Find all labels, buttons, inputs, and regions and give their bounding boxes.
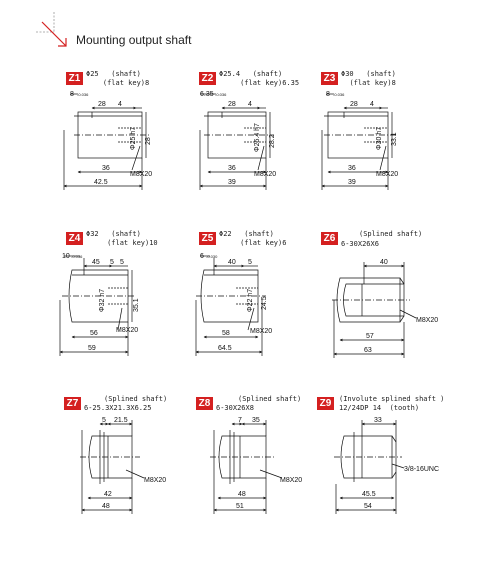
z2-len1: 36 bbox=[228, 165, 236, 172]
z5-dia2: 24.5 bbox=[261, 296, 268, 310]
z4-top1: 45 bbox=[92, 259, 100, 266]
z3-top2: 4 bbox=[370, 101, 374, 108]
panel-spec: (Splined shaft) bbox=[238, 395, 302, 403]
shaft-z8-drawing bbox=[210, 420, 282, 514]
panel-spec-2: 6-30X26X6 bbox=[341, 240, 379, 248]
z7-top2: 21.5 bbox=[114, 417, 128, 424]
z6-thread: M8X20 bbox=[416, 317, 439, 324]
panel-spec: Φ25 (shaft) (flat key)8 bbox=[86, 70, 150, 87]
z2-top2: 4 bbox=[248, 101, 252, 108]
z2-dia2: 28.2 bbox=[269, 134, 276, 148]
z5-len2: 64.5 bbox=[218, 345, 232, 352]
z3-thread: M8X20 bbox=[376, 171, 399, 178]
z5-len1: 58 bbox=[222, 330, 230, 337]
panel-badge: Z5 bbox=[199, 232, 216, 245]
z2-thread: M8X20 bbox=[254, 171, 277, 178]
z4-thread: M8X20 bbox=[116, 327, 139, 334]
shaft-z7-drawing bbox=[80, 420, 144, 514]
panel-badge: Z7 bbox=[64, 397, 81, 410]
z4-key-tol: -0.036 bbox=[71, 254, 83, 259]
z2-dia: Φ25.4 h7 bbox=[254, 123, 261, 152]
z3-key-tol: -0.036 bbox=[333, 92, 345, 97]
panel-spec: (Splined shaft) bbox=[359, 230, 423, 238]
z5-dia: Φ22 h7 bbox=[247, 288, 254, 312]
z8-len2: 51 bbox=[236, 503, 244, 510]
panel-spec: Φ22 (shaft) (flat key)6 bbox=[219, 230, 287, 247]
z6-len2: 63 bbox=[364, 347, 372, 354]
z1-dia: Φ25 h7 bbox=[130, 126, 137, 150]
panel-spec-2: 6-25.3X21.3X6.25 bbox=[84, 404, 152, 412]
z7-top1: 5 bbox=[102, 417, 106, 424]
z4-top3: 5 bbox=[120, 259, 124, 266]
z7-len1: 42 bbox=[104, 491, 112, 498]
panel-badge: Z6 bbox=[321, 232, 338, 245]
panel-badge: Z8 bbox=[196, 397, 213, 410]
z4-len1: 56 bbox=[90, 330, 98, 337]
shaft-z5-drawing bbox=[196, 256, 266, 356]
z1-thread: M8X20 bbox=[130, 171, 153, 178]
panel-spec: Φ32 (shaft) (flat key)10 bbox=[86, 230, 158, 247]
z5-key-label: 6 bbox=[200, 253, 204, 260]
z9-thread: 3/8-16UNC bbox=[404, 466, 440, 473]
z1-key-label: 8 bbox=[70, 91, 74, 98]
panel-spec: Φ25.4 (shaft) (flat key)6.35 bbox=[219, 70, 300, 87]
z1-key-tol: -0.036 bbox=[77, 92, 89, 97]
panel-badge: Z9 bbox=[317, 397, 334, 410]
z9-top1: 33 bbox=[374, 417, 382, 424]
z3-len1: 36 bbox=[348, 165, 356, 172]
panel-badge: Z2 bbox=[199, 72, 216, 85]
panel-badge: Z4 bbox=[66, 232, 83, 245]
z4-key-label: 10 bbox=[62, 253, 70, 260]
z2-top1: 28 bbox=[228, 101, 236, 108]
z4-dia: Φ32 h7 bbox=[99, 288, 106, 312]
z3-key-label: 8 bbox=[326, 91, 330, 98]
z8-len1: 48 bbox=[238, 491, 246, 498]
panel-badge: Z1 bbox=[66, 72, 83, 85]
z7-len2: 48 bbox=[102, 503, 110, 510]
z6-len1: 57 bbox=[366, 333, 374, 340]
z5-thread: M8X20 bbox=[250, 328, 273, 335]
shaft-z9-drawing bbox=[334, 420, 404, 514]
z1-len1: 36 bbox=[102, 165, 110, 172]
z5-key-tol: -0.030 bbox=[206, 254, 218, 259]
z1-top1: 28 bbox=[98, 101, 106, 108]
z9-len2: 54 bbox=[364, 503, 372, 510]
panel-spec: (Splined shaft) bbox=[104, 395, 168, 403]
z4-dia2: 35.1 bbox=[133, 298, 140, 312]
panel-spec: Φ30 (shaft) (flat key)8 bbox=[341, 70, 396, 87]
z4-top2: 5 bbox=[110, 259, 114, 266]
z5-top2: 5 bbox=[248, 259, 252, 266]
panel-spec-2: 12/24DP 14 (tooth) bbox=[339, 404, 420, 412]
z3-dia2: 33.1 bbox=[391, 132, 398, 146]
z3-len2: 39 bbox=[348, 179, 356, 186]
z8-top1: 7 bbox=[238, 417, 242, 424]
z2-len2: 39 bbox=[228, 179, 236, 186]
z8-thread: M8X20 bbox=[280, 477, 303, 484]
z2-key-tol: -0.036 bbox=[215, 92, 227, 97]
z1-dia2: 28 bbox=[145, 137, 152, 145]
shaft-z6-drawing bbox=[332, 262, 416, 358]
z5-top1: 40 bbox=[228, 259, 236, 266]
z8-top2: 35 bbox=[252, 417, 260, 424]
z6-top1: 40 bbox=[380, 259, 388, 266]
panel-spec: (Involute splined shaft ) bbox=[339, 395, 445, 403]
z3-top1: 28 bbox=[350, 101, 358, 108]
z1-len2: 42.5 bbox=[94, 179, 108, 186]
panel-spec-2: 6-30X26X8 bbox=[216, 404, 254, 412]
z3-dia: Φ30 h7 bbox=[376, 126, 383, 150]
page-title: Mounting output shaft bbox=[76, 33, 192, 47]
z9-len1: 45.5 bbox=[362, 491, 376, 498]
z1-top2: 4 bbox=[118, 101, 122, 108]
z2-key-label: 6.35 bbox=[200, 91, 214, 98]
panel-badge: Z3 bbox=[321, 72, 338, 85]
z7-thread: M8X20 bbox=[144, 477, 167, 484]
z4-len2: 59 bbox=[88, 345, 96, 352]
